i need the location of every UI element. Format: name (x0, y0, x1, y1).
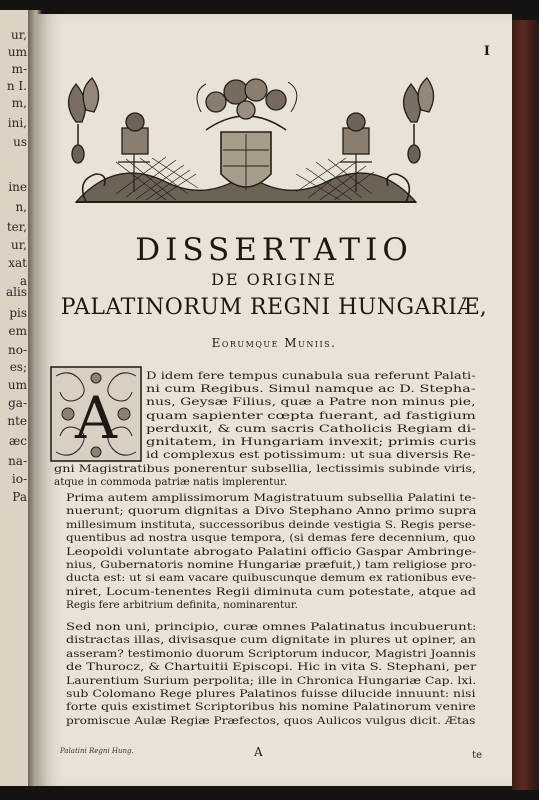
text-line: ni cum Regibus. Simul namque ac D. Stepha- (146, 383, 476, 396)
drop-cap-ornament (50, 366, 142, 462)
printer-signature: Palatini Regni Hung. (60, 747, 134, 755)
text-line: Laurentium Surium perpolita; ille in Chronica Hungariæ Cap. lxi. (66, 674, 477, 687)
left-page-fragment: em (8, 324, 27, 338)
text-line: gnitatem, in Hungariam invexit; primis curis (146, 436, 477, 448)
left-page-fragment: æc (9, 434, 27, 448)
left-page-fragment: us (13, 135, 27, 149)
left-page-fragment: ur, (11, 238, 27, 252)
left-page-fragment: alis (6, 285, 27, 299)
text-line: Regis fere arbitrium definita, nominarentur. (66, 599, 298, 612)
drop-cap-letter: A (75, 384, 117, 452)
book-page (36, 14, 512, 786)
left-page-fragment: io- (11, 472, 27, 486)
text-line: id complexus est potissimum: ut sua diversis Re- (146, 449, 476, 462)
left-page-fragment: pis (9, 306, 27, 320)
title-line-3: PALATINORUM REGNI HUNGARIÆ, (60, 295, 488, 320)
text-line: Prima autem amplissimorum Magistratuum subsellia Palatini te- (66, 492, 476, 504)
text-line: D idem fere tempus cunabula sua referunt Palati- (146, 370, 476, 382)
text-line: Leopoldi voluntate abrogato Palatini officio Gaspar Ambringe- (66, 545, 477, 558)
book-spine-edge (512, 20, 539, 790)
text-line: promiscue Aulæ Regiæ Præfectos, quos Aulicos vulgus dicit. Ætas (66, 714, 476, 727)
left-page-fragment: ini, (7, 116, 27, 130)
title-main: DISSERTATIO (135, 232, 413, 268)
text-line: sub Colomano Rege plures Palatinos fuisse dilucide innuunt: nisi (66, 688, 476, 700)
left-page-fragment: n I. (6, 79, 27, 93)
title-sub: DE ORIGINE (211, 270, 337, 289)
text-line: gni Magistratibus ponerentur subsellia, lectissimis subinde viris, (54, 463, 477, 475)
left-page-fragment: xat (8, 256, 27, 270)
left-page-fragment: ur, (11, 28, 27, 42)
text-line: atque in commoda patriæ natis implerentur. (54, 476, 288, 489)
gathering-signature: A (254, 745, 263, 759)
left-page-fragment: Pa (12, 490, 27, 504)
title-line-4: Eorumque Muniis. (211, 336, 337, 350)
left-page-fragment: ga- (8, 396, 27, 410)
left-page-fragment: na- (8, 454, 27, 468)
left-page-fragment: ter, (6, 220, 27, 234)
text-line: forte quis existimet Scriptoribus his nomine Palatinorum venire (66, 701, 476, 714)
text-line: millesimum instituta, successoribus deinde vestigia S. Regis perse- (66, 518, 476, 531)
left-page-fragment: um (7, 45, 27, 59)
text-line: de Thurocz, & Chartuitii Episcopi. Hic in vita S. Stephani, per (66, 661, 477, 674)
left-page-fragment: nte (7, 414, 27, 428)
left-page-fragment: es; (9, 360, 27, 374)
text-line: nus, Geysæ Filius, quæ a Patre non minus pie, (146, 396, 476, 409)
left-page-fragment: ine (8, 180, 27, 194)
text-line: nius, Gubernatoris nomine Hungariæ præfuit,) tam religiose pro- (66, 559, 477, 571)
text-line: ducta est: ut si eam vacare quibuscunque demum ex rationibus eve- (66, 572, 477, 585)
left-page-fragment: m, (11, 96, 27, 110)
catchword: te (472, 750, 482, 761)
text-line: perduxit, & cum sacris Catholicis Regiam di- (146, 422, 477, 435)
left-page-fragment: no- (7, 343, 27, 357)
left-facing-page (0, 10, 31, 786)
text-line: distractas illas, divisasque cum dignitate in plures ut opiner, an (66, 634, 477, 647)
text-line: nuerunt; quorum dignitas a Divo Stephano Anno primo supra (66, 505, 477, 518)
ornamental-headpiece (56, 62, 436, 214)
left-page-fragment: um (7, 378, 27, 392)
left-page-fragment: n, (15, 200, 27, 214)
page-number: I (483, 44, 490, 59)
text-line: asseram? testimonio duorum Scriptorum inducor, Magistri Joannis (66, 647, 476, 660)
left-page-fragment: m- (11, 62, 27, 76)
text-line: Sed non uni, principio, curæ omnes Palatinatus incubuerunt: (66, 621, 477, 633)
text-line: quam sapienter cœpta fuerant, ad fastigium (146, 409, 476, 422)
text-line: niret, Locum-tenentes Regii diminuta cum potestate, atque ad (66, 585, 477, 598)
text-line: quentibus ad nostra usque tempora, (si demas fere decennium, quo (66, 532, 476, 545)
left-page-fragment: a (19, 274, 27, 288)
